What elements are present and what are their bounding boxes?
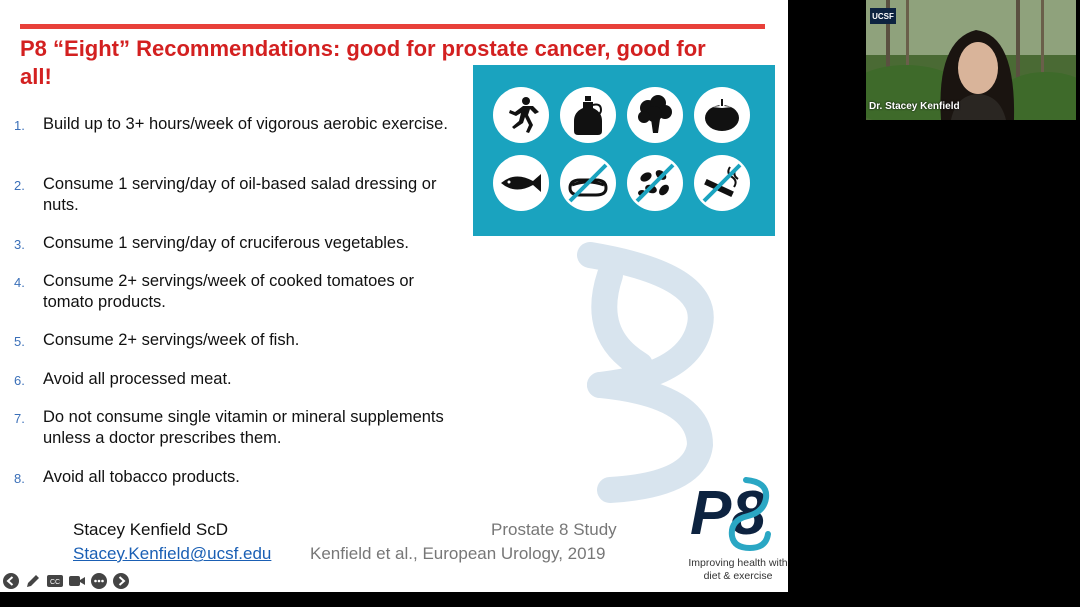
fish-icon	[493, 155, 549, 211]
p8-logo	[688, 472, 783, 552]
list-item: 8. Avoid all tobacco products.	[14, 468, 240, 486]
ucsf-badge: UCSF	[870, 8, 896, 24]
more-icon[interactable]	[90, 572, 108, 590]
slide-title: P8 “Eight” Recommendations: good for prostate cancer, good for all!	[20, 36, 706, 89]
no-supplements-icon	[627, 155, 683, 211]
captions-icon[interactable]	[46, 572, 64, 590]
watermark-graphic	[570, 235, 730, 505]
study-name: Prostate 8 Study	[491, 520, 617, 539]
pen-icon[interactable]	[24, 572, 42, 590]
oil-bottle-icon	[560, 87, 616, 143]
citation: Kenfield et al., European Urology, 2019	[310, 544, 606, 563]
svg-text:CC: CC	[49, 579, 61, 586]
list-item: 2. Consume 1 serving/day of oil-based salad dressing or nuts.	[14, 175, 437, 214]
next-icon[interactable]	[112, 572, 130, 590]
list-item: 3. Consume 1 serving/day of cruciferous vegetables.	[14, 234, 409, 252]
running-icon	[493, 87, 549, 143]
tomato-icon	[694, 87, 750, 143]
author-email-link[interactable]: Stacey.Kenfield@ucsf.edu	[73, 544, 272, 563]
speaker-name-label: Dr. Stacey Kenfield	[869, 101, 960, 112]
list-item: 5. Consume 2+ servings/week of fish.	[14, 331, 300, 349]
camera-icon[interactable]	[68, 572, 86, 590]
broccoli-icon	[627, 87, 683, 143]
lifestyle-icon-panel	[473, 65, 775, 236]
list-item: 1. Build up to 3+ hours/week of vigorous aerobic exercise.	[14, 115, 448, 133]
accent-bar	[20, 24, 765, 29]
no-processed-meat-icon	[560, 155, 616, 211]
list-item: 4. Consume 2+ servings/week of cooked tomatoes or tomato products.	[14, 272, 414, 311]
author-name: Stacey Kenfield ScD	[73, 520, 228, 539]
no-tobacco-icon	[694, 155, 750, 211]
p8-logo-text: P8	[690, 479, 766, 548]
tagline: Improving health with diet & exercise	[688, 557, 788, 582]
list-item: 6. Avoid all processed meat.	[14, 370, 232, 388]
presenter-controls	[2, 572, 130, 590]
previous-icon[interactable]	[2, 572, 20, 590]
list-item: 7. Do not consume single vitamin or mineral supplements unless a doctor prescribes them.	[14, 408, 444, 447]
